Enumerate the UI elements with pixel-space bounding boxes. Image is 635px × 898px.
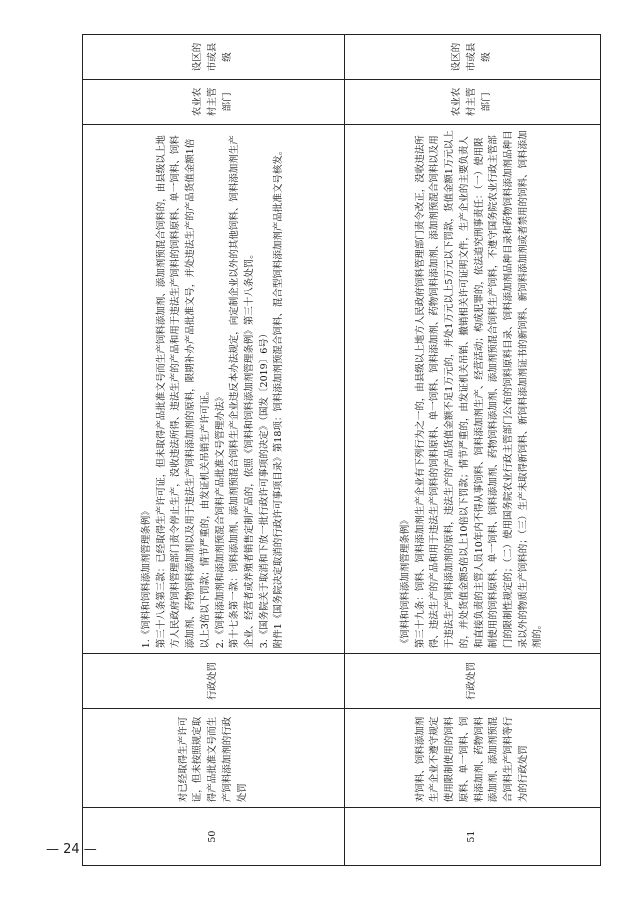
responsible-department: 农业农村主管部门 [83,79,345,124]
legal-basis-paragraph: 第三十九条：饲料、饲料添加剂生产企业有下列行为之一的，由县级以上地方人民政府饲料管理部门责令改正，没收违法所得、违法生产的产品和用于违法生产饲料的饲料原料、单一饲料、饲料添加剂、药物饲料添加剂、添加剂预混合饲料以及用于违法生产饲料添加剂的原料，违法生产的产品货值金额不足1万元的，并处1万元以上5万元以下罚款，货值金额1万元以上的，并处货值金额5倍以上10倍以下罚款；情节严重的，由发证机关吊销、撤销相关许可证明文件，生产企业的主要负责人和直接负责的主管人员10年内不得从事饲料、饲料添加剂生产、经营活动；构成犯罪的，依法追究刑事责任：（一）使用限制使用的饲料原料、单一饲料、饲料添加剂、药物饲料添加剂、添加剂预混合饲料生产饲料，不遵守国务院农业行政主管部门的限制性规定的；（二）使用国务院农业行政主管部门公布的饲料原料目录、饲料添加剂品种目录和药物饲料添加剂品种目录以外的物质生产饲料的；（三）生产未取得新饲料、新饲料添加剂证书的新饲料、新饲料添加剂或者禁用的饲料、饲料添加剂的。 [414,130,544,649]
legal-basis-paragraph: 附件1《国务院决定取消的行政许可事项目录》第18项：饲料添加剂预混合饲料、混合型饲料添加剂产品批准文号核发。 [273,145,285,649]
penalty-items-table [82,34,601,866]
legal-basis-paragraph: 2.《饲料添加剂和添加剂预混合饲料产品批准文号管理办法》 [214,392,226,649]
row-number: 51 [345,808,601,866]
table-row [345,35,601,866]
item-type: 行政处罚 [83,654,345,709]
responsible-department: 农业农村主管部门 [345,79,601,124]
legal-basis-paragraph: 3.《国务院关于取消和下放一批行政许可事项的决定》（国发〔2019〕6号） [258,328,270,649]
legal-basis-paragraph: 第十七条第一款：饲料添加剂、添加剂预混合饲料生产企业违反本办法规定，向定制企业以外的其他饲料、饲料添加剂生产企业、经营者或养殖者销售定制产品的，依照《饲料和饲料添加剂管理条例》第三十八条处罚。 [229,135,255,649]
enforcement-level: 设区的市或县级 [345,35,601,80]
row-number: 50 [83,808,345,866]
item-type: 行政处罚 [345,654,601,709]
item-name: 对已经取得生产许可证，但未按照规定取得产品批准文号而生产饲料添加剂的行政处罚 [83,708,345,807]
item-name: 对饲料、饲料添加剂生产企业不遵守规定使用限制使用的饲料原料、单一饲料、饲料添加剂、药物饲料添加剂、添加剂预混合饲料生产饲料等行为的行政处罚 [345,708,601,807]
legal-basis-paragraph: 《饲料和饲料添加剂管理条例》 [399,515,411,649]
page-number: — 24 — [46,842,97,857]
legal-basis-paragraph: 1.《饲料和饲料添加剂管理条例》 [140,506,152,649]
legal-basis [83,124,345,653]
legal-basis [345,124,601,653]
legal-basis-paragraph: 第三十八条第三款：已经取得生产许可证，但未取得产品批准文号而生产饲料添加剂、添加剂预混合饲料的，由县级以上地方人民政府饲料管理部门责令停止生产，没收违法所得、违法生产的产品和用于违法生产饲料的饲料原料、单一饲料、饲料添加剂、药物饲料添加剂以及用于违法生产饲料添加剂的原料，限期补办产品批准文号，并处违法生产的产品货值金额1倍以上3倍以下罚款；情节严重的，由发证机关吊销生产许可证。 [155,135,211,649]
table-row [83,35,345,866]
enforcement-level: 设区的市或县级 [83,35,345,80]
rotated-table-sheet [82,34,600,866]
